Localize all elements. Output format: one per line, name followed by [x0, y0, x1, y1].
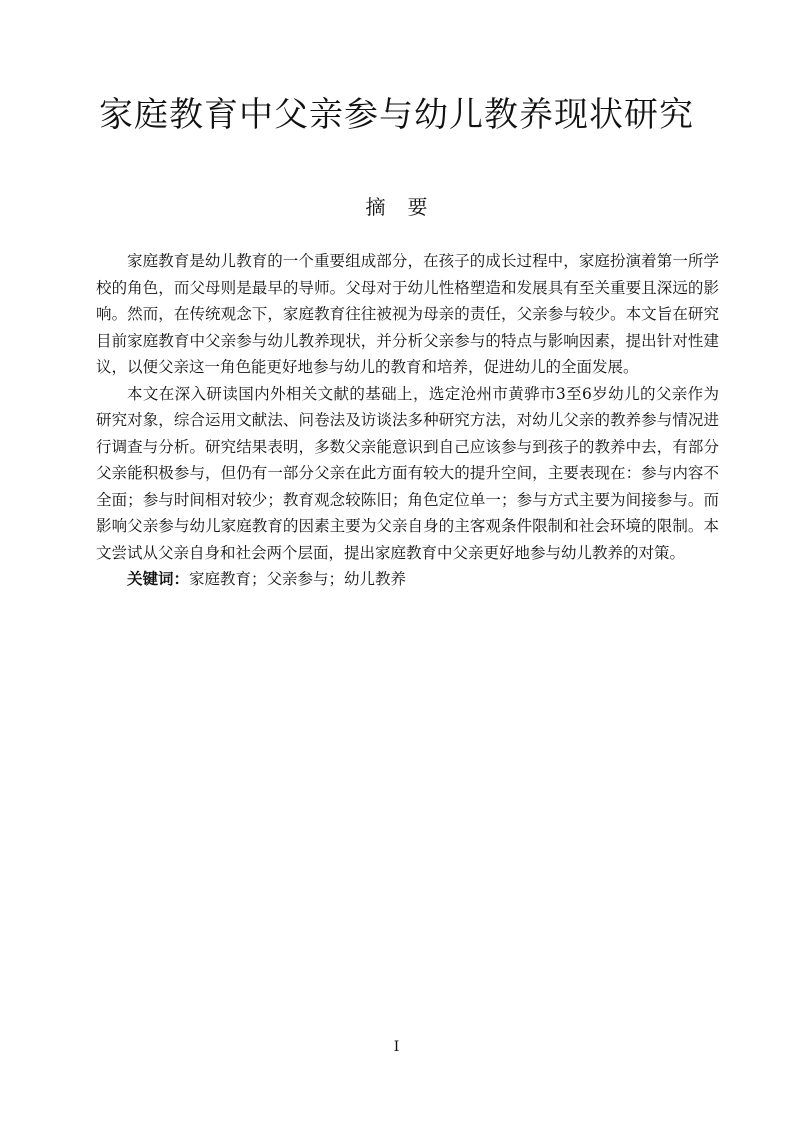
page-number: I	[393, 1039, 400, 1055]
abstract-body	[96, 248, 719, 593]
abstract-heading: 摘要	[365, 195, 450, 219]
abstract-paragraph-1: 家庭教育是幼儿教育的一个重要组成部分，在孩子的成长过程中，家庭扮演着第一所学校的角色，而父母则是最早的导师。父母对于幼儿性格塑造和发展具有至关重要且深远的影响。然而，在传统观念下，家庭教育往往被视为母亲的责任，父亲参与较少。本文旨在研究目前家庭教育中父亲参与幼儿教养现状，并分析父亲参与的特点与影响因素，提出针对性建议，以便父亲这一角色能更好地参与幼儿的教育和培养，促进幼儿的全面发展。	[96, 252, 719, 376]
keywords-label: 关键词：	[127, 570, 190, 588]
abstract-paragraph-2: 本文在深入研读国内外相关文献的基础上，选定沧州市黄骅市3至6岁幼儿的父亲作为研究对象，综合运用文献法、问卷法及访谈法多种研究方法，对幼儿父亲的教养参与情况进行调查与分析。研究结果表明，多数父亲能意识到自己应该参与到孩子的教养中去，有部分父亲能积极参与，但仍有一部分父亲在此方面有较大的提升空间，主要表现在：参与内容不全面；参与时间相对较少；教育观念较陈旧；角色定位单一；参与方式主要为间接参与。而影响父亲参与幼儿家庭教育的因素主要为父亲自身的主客观条件限制和社会环境的限制。本文尝试从父亲自身和社会两个层面，提出家庭教育中父亲更好地参与幼儿教养的对策。	[96, 384, 719, 562]
keywords-line	[96, 566, 719, 593]
paper-title: 家庭教育中父亲参与幼儿教养现状研究	[99, 95, 694, 135]
keywords-text: 家庭教育；父亲参与；幼儿教养	[189, 570, 407, 588]
